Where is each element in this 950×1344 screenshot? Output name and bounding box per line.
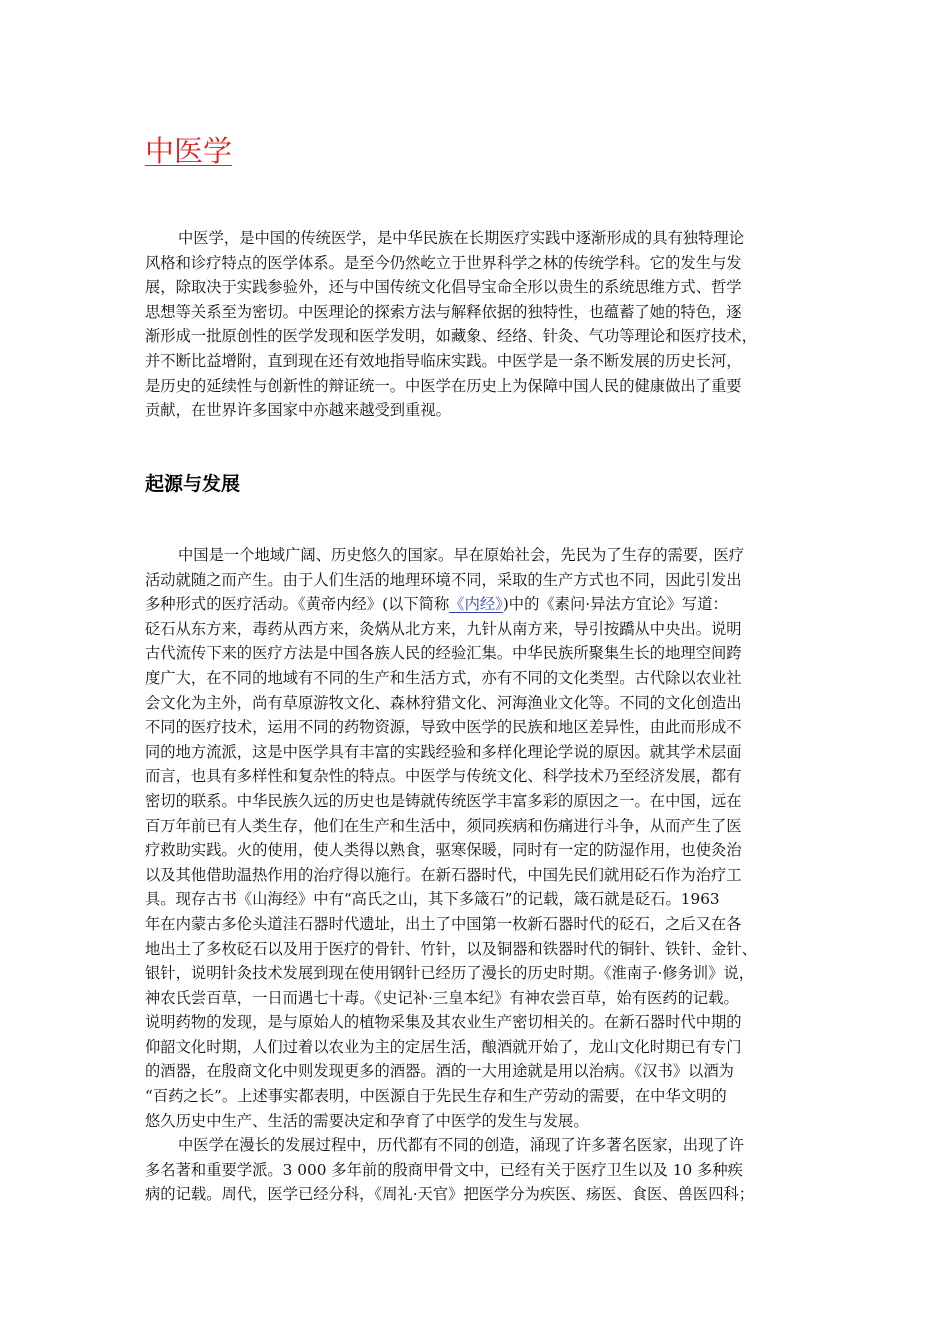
neijing-link[interactable]: 《内经》	[449, 595, 503, 614]
text-line: 思想等关系至为密切。中医理论的探索方法与解释依据的独特性，也蕴蓄了她的特色，逐	[145, 302, 742, 321]
text-line: 古代流传下来的医疗方法是中国各族人民的经验汇集。中华民族所聚集生长的地理空间跨	[145, 644, 742, 663]
text-line: 风格和诊疗特点的医学体系。是至今仍然屹立于世界科学之林的传统学科。它的发生与发	[145, 253, 742, 272]
text-line: 中国是一个地域广阔、历史悠久的国家。早在原始社会，先民为了生存的需要，医疗	[178, 546, 744, 564]
text-line: 病的记载。周代，医学已经分科，《周礼·天官》把医学分为疾医、疡医、食医、兽医四科；	[145, 1185, 755, 1204]
text-line: 银针，说明针灸技术发展到现在使用钢针已经历了漫长的历史时期。《淮南子·修务训》说，	[145, 964, 755, 983]
text-line: 中医学，是中国的传统医学，是中华民族在长期医疗实践中逐渐形成的具有独特理论	[178, 229, 744, 247]
text-line: 多名著和重要学派。3 000 多年前的殷商甲骨文中，已经有关于医疗卫生以及 10 多种疾	[145, 1160, 743, 1179]
text-line: 以及其他借助温热作用的治疗得以施行。在新石器时代，中国先民们就用砭石作为治疗工	[145, 865, 742, 884]
text-line: 展，除取决于实践参验外，还与中国传统文化倡导宝命全形以贵生的系统思维方式、哲学	[145, 278, 742, 297]
text-line: 砭石从东方来，毒药从西方来，灸焫从北方来，九针从南方来，导引按蹻从中央出。说明	[145, 619, 742, 638]
text-line: 神农氏尝百草，一日而遇七十毒。《史记补·三皇本纪》有神农尝百草，始有医药的记载。	[145, 988, 739, 1007]
text-line: “百药之长”。上述事实都表明，中医源自于先民生存和生产劳动的需要，在中华文明的	[145, 1087, 727, 1106]
section-heading: 起源与发展	[145, 473, 241, 495]
text-fragment: 多种形式的医疗活动。《黄帝内经》(以下简称	[145, 595, 450, 614]
intro-paragraph	[145, 226, 815, 423]
text-line: 贡献，在世界许多国家中亦越来越受到重视。	[145, 401, 451, 420]
text-line: 密切的联系。中华民族久远的历史也是铸就传统医学丰富多彩的原因之一。在中国，远在	[145, 791, 742, 810]
text-line: 会文化为主外，尚有草原游牧文化、森林狩猎文化、河海渔业文化等。不同的文化创造出	[145, 693, 742, 712]
text-line: 具。现存古书《山海经》中有“高氏之山，其下多箴石”的记载，箴石就是砭石。1963	[145, 890, 720, 909]
origin-section-body	[145, 543, 815, 1207]
text-line: 说明药物的发现，是与原始人的植物采集及其农业生产密切相关的。在新石器时代中期的	[145, 1013, 742, 1032]
text-line: 的酒器，在殷商文化中则发现更多的酒器。酒的一大用途就是用以治病。《汉书》以酒为	[145, 1062, 734, 1081]
page-title[interactable]: 中医学	[145, 134, 233, 168]
text-line: 并不断比益增附，直到现在还有效地指导临床实践。中医学是一条不断发展的历史长河，	[145, 351, 742, 370]
text-line: 年在内蒙古多伦头道洼石器时代遗址，出土了中国第一枚新石器时代的砭石，之后又在各	[145, 914, 742, 933]
text-line: 渐形成一批原创性的医学发现和医学发明，如藏象、经络、针灸、气功等理论和医疗技术，	[145, 327, 757, 346]
text-line: 是历史的延续性与创新性的辩证统一。中医学在历史上为保障中国人民的健康做出了重要	[145, 376, 742, 395]
text-line: 而言，也具有多样性和复杂性的特点。中医学与传统文化、科学技术乃至经济发展，都有	[145, 767, 742, 786]
text-line: 悠久历史中生产、生活的需要决定和孕育了中医学的发生与发展。	[145, 1111, 589, 1130]
text-line: 活动就随之而产生。由于人们生活的地理环境不同，采取的生产方式也不同，因此引发出	[145, 570, 742, 589]
text-line: 同的地方流派，这是中医学具有丰富的实践经验和多样化理论学说的原因。就其学术层面	[145, 742, 742, 761]
text-line: 仰韶文化时期，人们过着以农业为主的定居生活，酿酒就开始了，龙山文化时期已有专门	[145, 1037, 742, 1056]
text-fragment: )中的《素问·异法方宜论》写道：	[502, 595, 728, 614]
text-line: 不同的医疗技术，运用不同的药物资源，导致中医学的民族和地区差异性，由此而形成不	[145, 718, 742, 737]
text-line: 疗救助实践。火的使用，使人类得以熟食，驱寒保暖，同时有一定的防湿作用，也使灸治	[145, 841, 742, 860]
text-line: 度广大，在不同的地域有不同的生产和生活方式，亦有不同的文化类型。古代除以农业社	[145, 668, 742, 687]
text-line: 地出土了多枚砭石以及用于医疗的骨针、竹针，以及铜器和铁器时代的铜针、铁针、金针、	[145, 939, 757, 958]
text-line: 百万年前已有人类生存，他们在生产和生活中，须同疾病和伤痛进行斗争，从而产生了医	[145, 816, 742, 835]
text-line: 中医学在漫长的发展过程中，历代都有不同的创造，涌现了许多著名医家，出现了许	[178, 1136, 744, 1155]
text-line-with-link	[145, 592, 815, 617]
